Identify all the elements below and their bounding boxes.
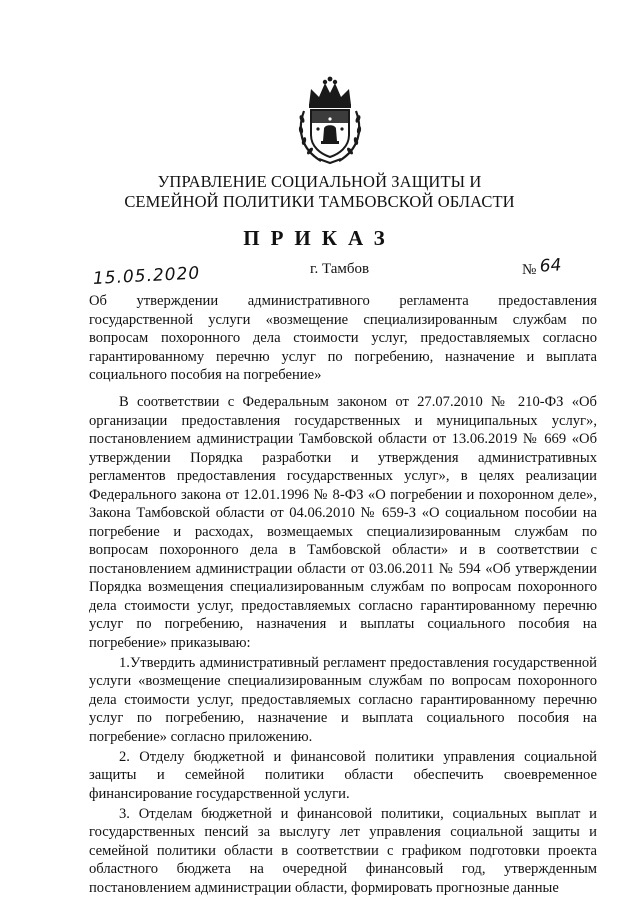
clause-1-paragraph: 1.Утвердить административный регламент предоставления государственной услуги «возмещение специализированным службам по вопросам похоронного дела стоимости услуг, предоставляемых согласно гарантированному перечню услуг по погребению, назначение и выплата социального пособия на погребение» согласно приложению. bbox=[89, 654, 597, 745]
clause-3-paragraph: 3. Отделам бюджетной и финансовой политики, социальных выплат и государственных пенсий за выслугу лет управления социальной защиты и семейной политики области в соответствии с графиком подготовки проекта областного бюджета на очередной финансовый год, утвержденным постановлением администрации области, формировать прогнозные данные bbox=[89, 805, 597, 896]
organization-name-line-1: УПРАВЛЕНИЕ СОЦИАЛЬНОЙ ЗАЩИТЫ И bbox=[157, 172, 482, 191]
organization-name bbox=[0, 172, 639, 212]
order-subject bbox=[89, 292, 597, 386]
organization-name-line-2: СЕМЕЙНОЙ ПОЛИТИКИ ТАМБОВСКОЙ ОБЛАСТИ bbox=[124, 192, 515, 211]
order-number bbox=[522, 255, 563, 280]
order-number-label: № bbox=[522, 262, 537, 278]
order-body bbox=[89, 393, 597, 899]
order-date: 15.05.2020 bbox=[92, 263, 201, 289]
order-city: г. Тамбов bbox=[310, 261, 370, 277]
order-number-value: 64 bbox=[539, 255, 563, 277]
tambov-coat-of-arms-icon bbox=[295, 75, 365, 165]
preamble-paragraph: В соответствии с Федеральным законом от 27.07.2010 № 210-ФЗ «Об организации предоставления государственных и муниципальных услуг», постановлением администрации Тамбовской области от 13.06.2019 № 669 «Об утверждении Порядка разработки и утверждения административных регламентов предоставления государственных услуг», в целях реализации Федерального закона от 12.01.1996 № 8-ФЗ «О погребении и похоронном деле», Закона Тамбовской области от 04.06.2010 № 659-З «О социальном пособии на погребение и расходах, возмещаемых специализированным службам по вопросам похоронного дела в Тамбовской области» и в соответствии с постановлением администрации области от 03.06.2011 № 594 «Об утверждении Порядка возмещения специализированным службам по вопросам похоронного дела стоимости услуг, предоставляемых согласно гарантированному перечню услуг по погребению, назначения и выплаты социального пособия на погребение» приказываю: bbox=[89, 394, 597, 651]
subject-text: Об утверждении административного регламента предоставления государственной услуги «возмещение специализированным службам по вопросам похоронного дела стоимости услуг, предоставляемых согласно гарантированному перечню услуг по погребению, назначение и выплата социального пособия на погребение» bbox=[89, 293, 597, 383]
clause-2-paragraph: 2. Отделу бюджетной и финансовой политики управления социальной защиты и семейной политики области обеспечить своевременное финансирование государственной услуги. bbox=[89, 748, 597, 802]
document-title: ПРИКАЗ bbox=[243, 226, 396, 250]
